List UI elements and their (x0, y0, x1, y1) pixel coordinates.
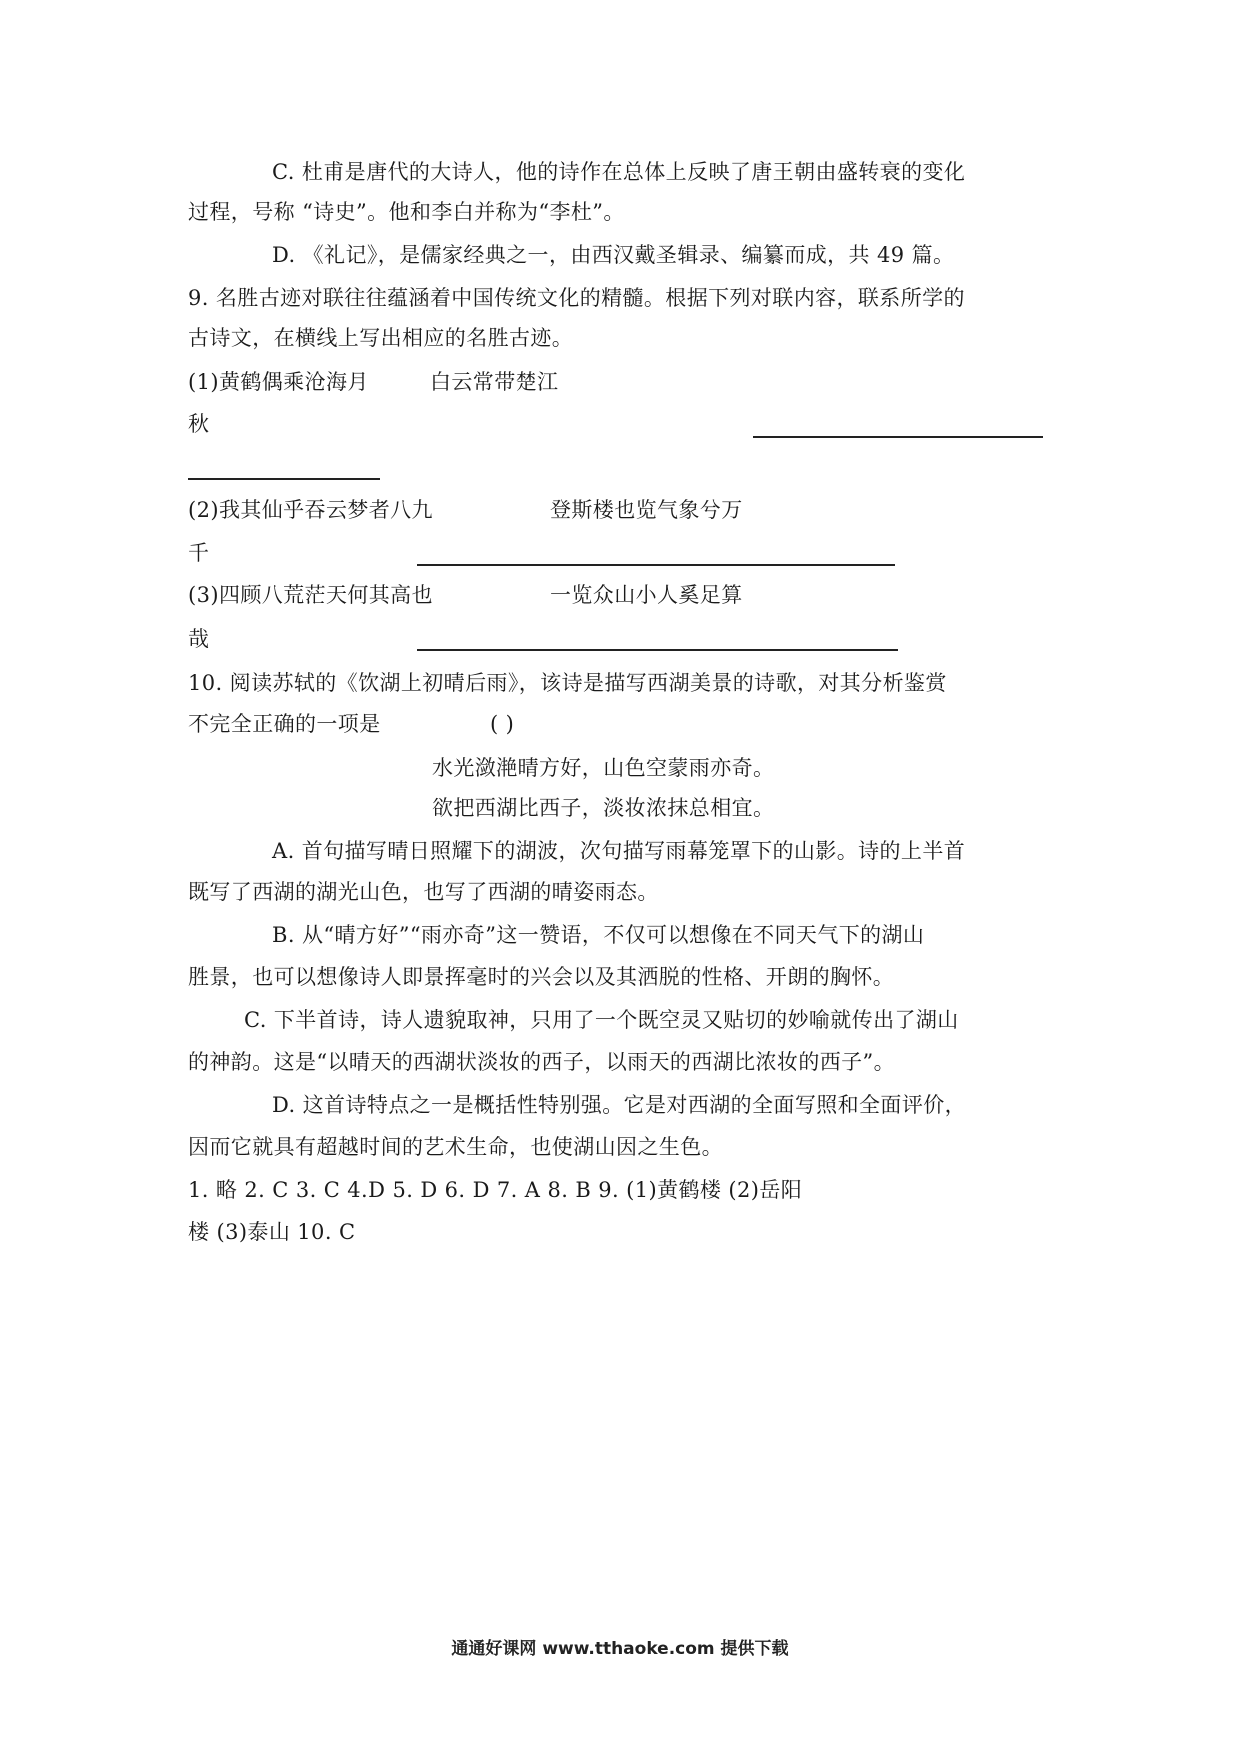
q8-option-c-line1: C. 杜甫是唐代的大诗人，他的诗作在总体上反映了唐王朝由盛转衰的变化 (272, 160, 966, 184)
q9-item3-answer-blank[interactable] (417, 649, 898, 651)
q10-option-b-line1: B. 从“晴方好”“雨亦奇”这一赞语，不仅可以想像在不同天气下的湖山 (272, 923, 925, 947)
q9-item1-tail: 秋 (188, 412, 210, 436)
q9-item1-answer-blank-a[interactable] (753, 436, 1043, 438)
q8-option-d: D. 《礼记》，是儒家经典之一，由西汉戴圣辑录、编纂而成，共 49 篇。 (272, 243, 955, 267)
q9-item2-right: 登斯楼也览气象兮万 (550, 498, 743, 522)
q9-item3-right: 一览众山小人奚足算 (550, 583, 743, 607)
q10-answer-parenthesis[interactable]: ( ) (490, 712, 515, 736)
q9-item1-left: (1)黄鹤偶乘沧海月 (188, 370, 369, 394)
q10-option-c-line1: C. 下半首诗，诗人遗貌取神，只用了一个既空灵又贴切的妙喻就传出了湖山 (244, 1008, 959, 1032)
q9-item3-tail: 哉 (188, 627, 210, 651)
q9-item2-left: (2)我其仙乎吞云梦者八九 (188, 498, 433, 522)
q9-stem-line1: 9. 名胜古迹对联往往蕴涵着中国传统文化的精髓。根据下列对联内容，联系所学的 (188, 286, 965, 310)
q9-item1-right: 白云常带楚江 (430, 370, 559, 394)
footer-watermark: 通通好课网 www.tthaoke.com 提供下载 (451, 1639, 789, 1659)
q9-item1-answer-blank-b[interactable] (188, 478, 380, 480)
q9-stem-line2: 古诗文，在横线上写出相应的名胜古迹。 (188, 326, 574, 350)
answer-key-line1: 1. 略 2. C 3. C 4.D 5. D 6. D 7. A 8. B 9. (1)黄鹤楼 (2)岳阳 (188, 1178, 803, 1202)
q10-option-d-line2: 因而它就具有超越时间的艺术生命，也使湖山因之生色。 (188, 1135, 723, 1159)
q8-option-c-line2: 过程，号称 “诗史”。他和李白并称为“李杜”。 (188, 200, 625, 224)
q10-option-b-line2: 胜景，也可以想像诗人即景挥毫时的兴会以及其洒脱的性格、开朗的胸怀。 (188, 965, 895, 989)
answer-key-line2: 楼 (3)泰山 10. C (188, 1220, 356, 1244)
q10-poem-line2: 欲把西湖比西子，淡妆浓抹总相宜。 (432, 796, 775, 820)
q9-item2-answer-blank[interactable] (417, 564, 895, 566)
q10-option-a-line1: A. 首句描写晴日照耀下的湖波，次句描写雨幕笼罩下的山影。诗的上半首 (272, 839, 966, 863)
q10-poem-line1: 水光潋滟晴方好，山色空蒙雨亦奇。 (432, 756, 775, 780)
q9-item3-left: (3)四顾八荒茫天何其高也 (188, 583, 433, 607)
q10-stem-line1: 10. 阅读苏轼的《饮湖上初晴后雨》，该诗是描写西湖美景的诗歌，对其分析鉴赏 (188, 671, 947, 695)
q10-option-d-line1: D. 这首诗特点之一是概括性特别强。它是对西湖的全面写照和全面评价， (272, 1093, 967, 1117)
q10-stem-line2: 不完全正确的一项是 (188, 712, 381, 736)
q10-option-a-line2: 既写了西湖的湖光山色，也写了西湖的晴姿雨态。 (188, 880, 659, 904)
q10-option-c-line2: 的神韵。这是“以晴天的西湖状淡妆的西子，以雨天的西湖比浓妆的西子”。 (188, 1050, 896, 1074)
q9-item2-tail: 千 (188, 541, 210, 565)
